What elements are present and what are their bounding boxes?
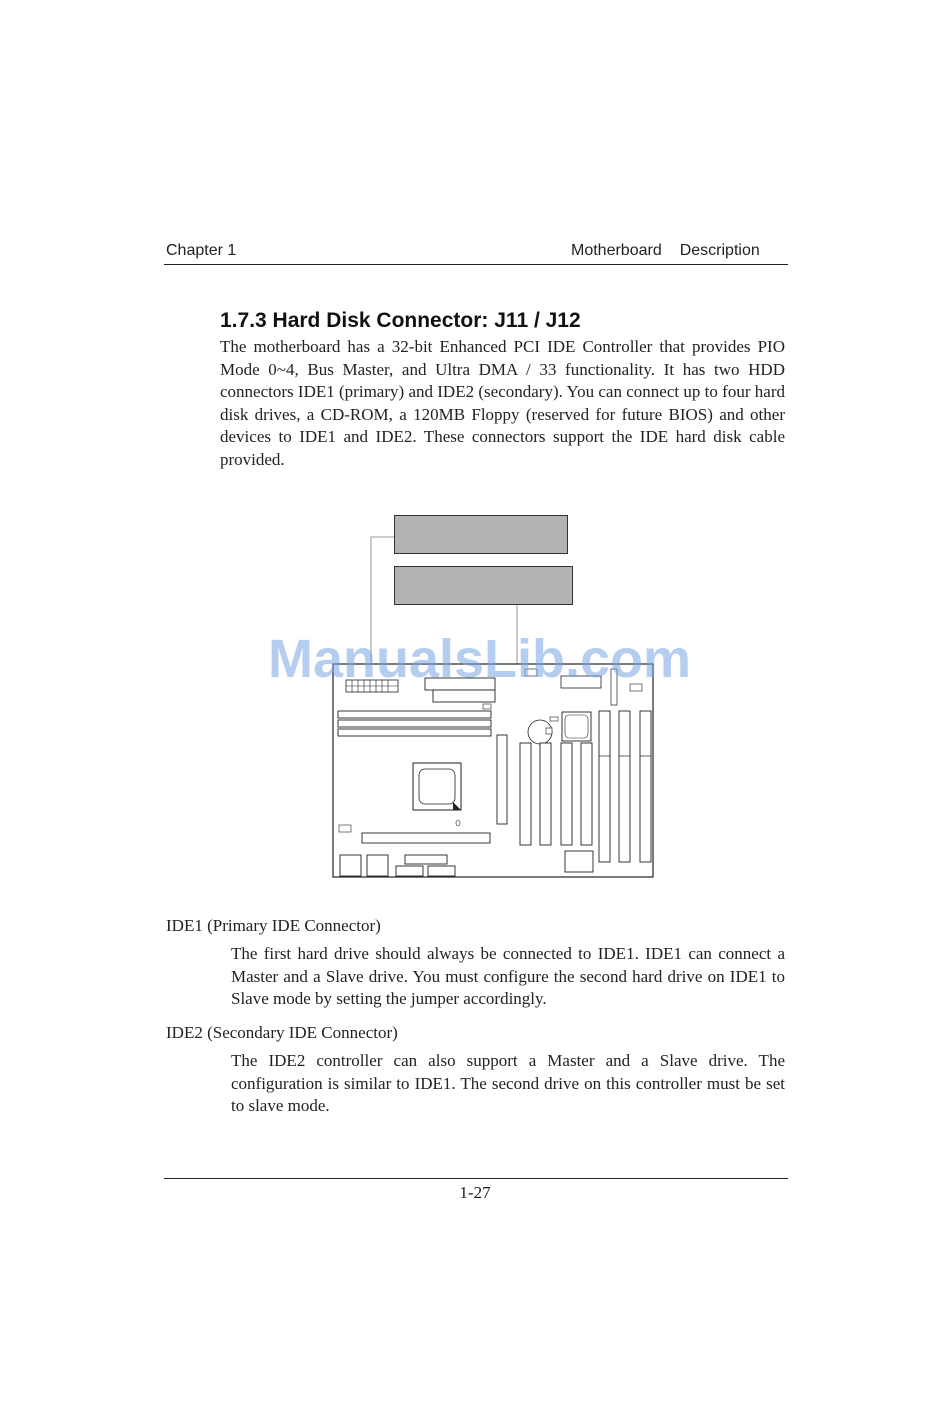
definition-term-ide2: IDE2 (Secondary IDE Connector): [166, 1023, 398, 1042]
floppy-connector: [561, 676, 601, 688]
callout-box-ide2: [394, 566, 573, 605]
bios-chip: [565, 851, 593, 872]
definition-desc-ide2: The IDE2 controller can also support a Master and a Slave drive. The configuration is similar to IDE1. The second drive on this controller must be set to slave mode.: [231, 1051, 785, 1115]
panel-header: [611, 669, 617, 705]
header-section-word2: Description: [679, 242, 760, 259]
cpu-socket-inner: [419, 769, 455, 804]
jumper-block-right: [630, 684, 642, 691]
fan-header: [525, 669, 537, 676]
ps2-ports: [340, 855, 361, 876]
page-number: 1-27: [459, 1183, 491, 1202]
ide2-connector: [433, 690, 495, 702]
header-rule: [164, 264, 788, 265]
bottom-connector-strip: [362, 833, 490, 843]
motherboard-diagram: [300, 505, 680, 890]
dimm-slots: [338, 711, 491, 736]
battery-jumper: [546, 728, 552, 734]
callout-box-ide1: [394, 515, 568, 554]
definition-desc-ide1: The first hard drive should always be connected to IDE1. IDE1 can connect a Master and a Slave drive. You must configure the second hard drive on IDE1 to Slave mode by setting the jumper accordingly.: [231, 944, 785, 1008]
agp-slot: [497, 735, 507, 824]
small-jumper: [483, 704, 491, 709]
parallel-port: [405, 855, 447, 864]
footer-rule: [164, 1178, 788, 1179]
header-section: [571, 242, 760, 260]
watermark-text: ManualsLib.com: [268, 629, 692, 689]
section-title: 1.7.3 Hard Disk Connector: J11 / J12: [220, 309, 581, 332]
header-chapter: Chapter 1: [166, 242, 237, 259]
northbridge-inner: [565, 715, 588, 738]
clear-cmos-jumper: [550, 717, 558, 721]
usb-ports: [367, 855, 388, 876]
ide1-connector: [425, 678, 495, 690]
isa-slots: [599, 711, 651, 862]
section-body: The motherboard has a 32-bit Enhanced PCI IDE Controller that provides PIO Mode 0~4, Bus Master, and Ultra DMA / 33 functionality. It has two HDD connectors IDE1 (primary) and IDE2 (secondary). You can connect up to four hard disk drives, a CD-ROM, a 120MB Floppy (reserved for future BIOS) and other devices to IDE1 and IDE2. These connectors support the IDE hard disk cable provided.: [220, 337, 785, 469]
header-section-word1: Motherboard: [571, 242, 662, 259]
definition-term-ide1: IDE1 (Primary IDE Connector): [166, 916, 381, 935]
serial-port-1: [396, 866, 423, 876]
serial-port-2: [428, 866, 455, 876]
cpu-fan-header: [339, 825, 351, 832]
